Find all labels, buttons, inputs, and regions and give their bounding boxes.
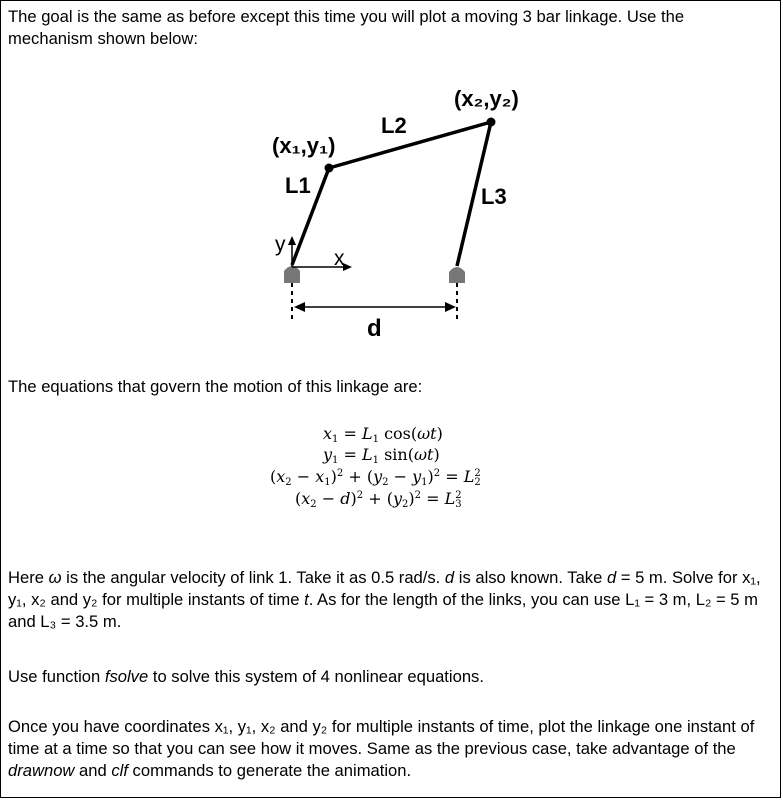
equation-y1: $y_1 = L_1$ sin(ωt) — [323, 445, 440, 466]
link-l2 — [329, 122, 491, 168]
label-l3: L3 — [481, 184, 507, 209]
right-ground-support — [449, 267, 465, 283]
left-ground-support — [284, 266, 300, 283]
label-d: d — [367, 315, 382, 342]
d-arrow-left — [294, 302, 305, 312]
y-axis-arrowhead — [288, 236, 296, 245]
label-l1: L1 — [285, 173, 311, 198]
equation-link2-constraint: $(x_2 - x_1)^2 + (y_2 - y_1)^2 = L$ 2 2 — [270, 467, 481, 488]
d-arrow-right — [445, 302, 456, 312]
label-l2: L2 — [381, 113, 407, 138]
omega-paragraph: Here ω is the angular velocity of link 1. Take it as 0.5 rad/s. d is also known. Take d = 5 m. Solve for x₁, y₁, x₂ and y₂ for multiple instants of time t. As for the length of the links, you can use L₁ = 3 m, L₂ = 5 m and L₃ = 3.5 m. — [8, 568, 761, 631]
joint-x2y2 — [487, 118, 496, 127]
intro-line-2: mechanism shown below: — [8, 29, 198, 48]
intro-line-1: The goal is the same as before except this time you will plot a moving 3 bar linkage. Use the — [8, 7, 685, 26]
equations-intro: The equations that govern the motion of this linkage are: — [8, 377, 423, 396]
label-x1y1: (x₁,y₁) — [272, 133, 336, 158]
label-x: x — [334, 247, 345, 270]
fsolve-paragraph: Use function fsolve to solve this system of 4 nonlinear equations. — [8, 667, 484, 686]
equation-x1: $x_1 = L_1$ cos(ωt) — [323, 424, 443, 445]
animation-paragraph: Once you have coordinates x₁, y₁, x₂ and y₂ for multiple instants of time, plot the linkage one instant of time at a time so that you can see how it moves. Same as the previous case, take advantage of the drawnow and clf commands to generate the animation. — [8, 717, 755, 780]
equation-link3-constraint: $(x_2 - d)^2 + (y_2)^2 = L$ 2 3 — [295, 489, 462, 510]
label-x2y2: (x₂,y₂) — [454, 86, 519, 111]
label-y: y — [275, 233, 286, 256]
joint-x1y1 — [325, 164, 334, 173]
